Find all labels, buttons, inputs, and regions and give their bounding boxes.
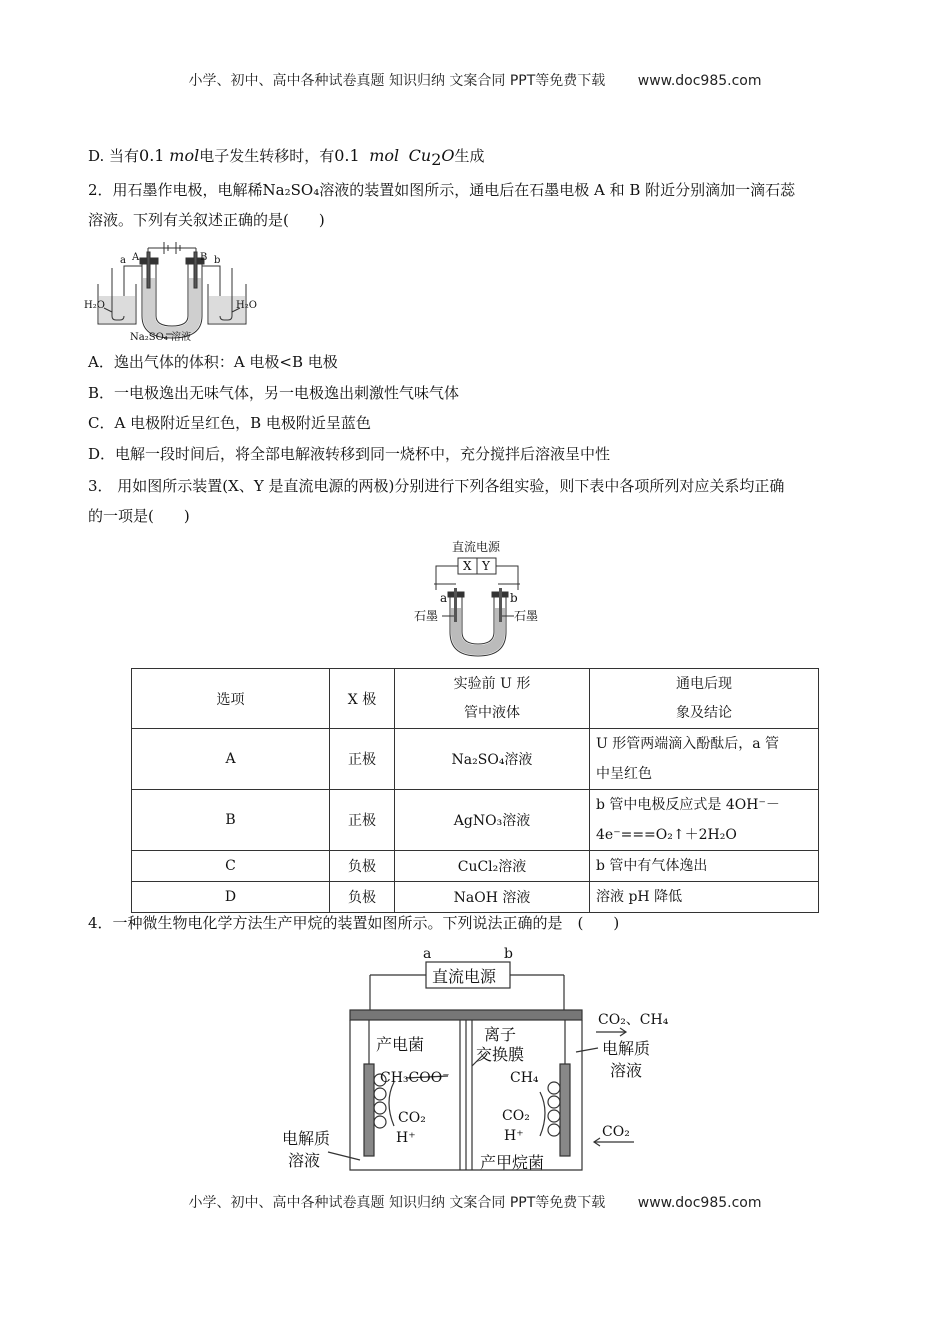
q4-fig-h-right: H⁺ — [504, 1128, 524, 1144]
q1d-unit2: mol — [369, 146, 400, 165]
table-row — [132, 729, 819, 790]
table-row — [132, 790, 819, 851]
th-result-line1: 通电后现 — [676, 675, 732, 692]
q2-option-c: C．A 电极附近呈红色，B 电极附近呈蓝色 — [88, 414, 371, 432]
th-liquid-line1: 实验前 U 形 — [453, 675, 531, 692]
row-a-result — [590, 729, 819, 790]
q4-fig-power: 直流电源 — [432, 967, 497, 986]
q1d-cu-sub: 2 — [431, 150, 442, 169]
th-option: 选项 — [132, 669, 330, 729]
q4-fig-b: b — [504, 946, 513, 962]
footer-site[interactable]: www.doc985.com — [637, 1195, 762, 1211]
q3-fig-power: 直流电源 — [452, 540, 501, 554]
row-b-liquid: AgNO₃溶液 — [395, 790, 590, 851]
row-b-x: 正极 — [330, 790, 395, 851]
row-d-liquid: NaOH 溶液 — [395, 882, 590, 913]
q4-fig-co2-left: CO₂ — [398, 1110, 426, 1126]
q2-stem-line2: 溶液。下列有关叙述正确的是( ) — [88, 211, 325, 229]
q4-fig-electrolyte-left2: 溶液 — [288, 1151, 321, 1170]
page-header — [0, 70, 950, 90]
row-c-result: b 管中有气体逸出 — [590, 851, 819, 882]
q1d-prefix: D. 当有 — [88, 147, 140, 165]
q4-fig-electrolyte-right2: 溶液 — [610, 1061, 643, 1080]
q4-fig-bacteria-right: 产甲烷菌 — [480, 1153, 545, 1172]
q3-fig-a: a — [440, 591, 448, 605]
q2-figure — [84, 238, 260, 344]
q4-fig-co2-right: CO₂ — [502, 1108, 530, 1124]
q1-option-d — [88, 146, 485, 170]
q1d-cu: Cu — [408, 146, 432, 165]
row-c-liquid: CuCl₂溶液 — [395, 851, 590, 882]
q4-stem: 4．一种微生物电化学方法生产甲烷的装置如图所示。下列说法正确的是 ( ) — [88, 914, 620, 932]
q4-fig-acetate: CH₃COO⁻ — [380, 1070, 450, 1086]
row-a-liquid: Na₂SO₄溶液 — [395, 729, 590, 790]
table-header-row — [132, 669, 819, 729]
q3-fig-y: Y — [482, 559, 490, 573]
q2-fig-h2o-left: H₂O — [84, 300, 105, 311]
q1d-num2: 0.1 — [334, 146, 360, 165]
q1d-o: O — [441, 146, 455, 165]
q2-fig-label-A: A — [132, 252, 140, 263]
q2-fig-h2o-right: H₂O — [236, 300, 257, 311]
q3-fig-right-electrode: 石墨 — [514, 609, 539, 623]
q1d-num1: 0.1 — [139, 146, 165, 165]
q1d-unit1: mol — [169, 146, 200, 165]
q4-fig-bacteria-left: 产电菌 — [376, 1035, 425, 1054]
q2-fig-label-b: b — [214, 255, 221, 266]
q2-fig-solution: Na₂SO₄ 溶液 — [130, 332, 191, 343]
row-d-option: D — [132, 882, 330, 913]
row-c-x: 负极 — [330, 851, 395, 882]
th-result-line2: 象及结论 — [676, 704, 732, 721]
q4-fig-electrolyte-left1: 电解质 — [282, 1129, 331, 1148]
q3-fig-b: b — [510, 591, 518, 605]
table-row — [132, 851, 819, 882]
q4-fig-a: a — [423, 946, 432, 962]
q2-option-a: A．逸出气体的体积：A 电极<B 电极 — [88, 353, 338, 371]
q3-fig-left-electrode: 石墨 — [414, 609, 439, 623]
th-liquid-line2: 管中液体 — [464, 704, 520, 721]
q4-fig-co2-in: CO₂ — [602, 1124, 630, 1140]
row-b-result — [590, 790, 819, 851]
q4-fig-membrane1: 离子 — [484, 1025, 517, 1044]
q2-option-b: B．一电极逸出无味气体，另一电极逸出刺激性气味气体 — [88, 384, 460, 402]
page-footer — [0, 1192, 950, 1212]
q4-fig-ch4: CH₄ — [510, 1070, 539, 1086]
th-result — [590, 669, 819, 729]
row-a-x: 正极 — [330, 729, 395, 790]
row-a-result1: U 形管两端滴入酚酞后，a 管 — [596, 736, 780, 752]
row-b-result2: 4e⁻===O₂↑＋2H₂O — [596, 827, 737, 843]
q3-stem-line1: 3． 用如图所示装置(X、Y 是直流电源的两极)分别进行下列各组实验，则下表中各项所列对应关系均正确 — [88, 477, 785, 495]
th-liquid — [395, 669, 590, 729]
q1d-mid: 电子发生转移时，有 — [199, 147, 335, 165]
q3-table — [131, 668, 819, 913]
row-c-option: C — [132, 851, 330, 882]
q3-fig-x: X — [463, 559, 472, 573]
q3-stem-line2: 的一项是( ) — [88, 507, 190, 525]
q4-fig-electrolyte-right1: 电解质 — [602, 1039, 651, 1058]
th-x-pole: X 极 — [330, 669, 395, 729]
header-text: 小学、初中、高中各种试卷真题 知识归纳 文案合同 PPT等免费下载 — [188, 73, 606, 89]
q1d-suffix: 生成 — [454, 147, 485, 165]
row-b-result1: b 管中电极反应式是 4OH⁻－ — [596, 797, 780, 813]
q2-stem-line1: 2．用石墨作电极，电解稀Na₂SO₄溶液的装置如图所示，通电后在石墨电极 A 和 B 附近分别滴加一滴石蕊 — [88, 181, 796, 199]
row-a-option: A — [132, 729, 330, 790]
table-row — [132, 882, 819, 913]
q3-figure — [412, 538, 542, 662]
q4-fig-h-left: H⁺ — [396, 1130, 416, 1146]
q2-option-d: D．电解一段时间后，将全部电解液转移到同一烧杯中，充分搅拌后溶液呈中性 — [88, 445, 611, 463]
row-a-result2: 中呈红色 — [596, 766, 652, 782]
q2-fig-label-a: a — [120, 255, 126, 266]
q4-figure — [276, 942, 696, 1178]
q2-fig-label-B: B — [200, 252, 208, 263]
q4-fig-membrane2: 交换膜 — [476, 1045, 525, 1064]
q4-fig-out-gas: CO₂、CH₄ — [598, 1012, 669, 1028]
row-d-result: 溶液 pH 降低 — [590, 882, 819, 913]
footer-text: 小学、初中、高中各种试卷真题 知识归纳 文案合同 PPT等免费下载 — [188, 1195, 606, 1211]
row-b-option: B — [132, 790, 330, 851]
header-site[interactable]: www.doc985.com — [637, 73, 762, 89]
row-d-x: 负极 — [330, 882, 395, 913]
